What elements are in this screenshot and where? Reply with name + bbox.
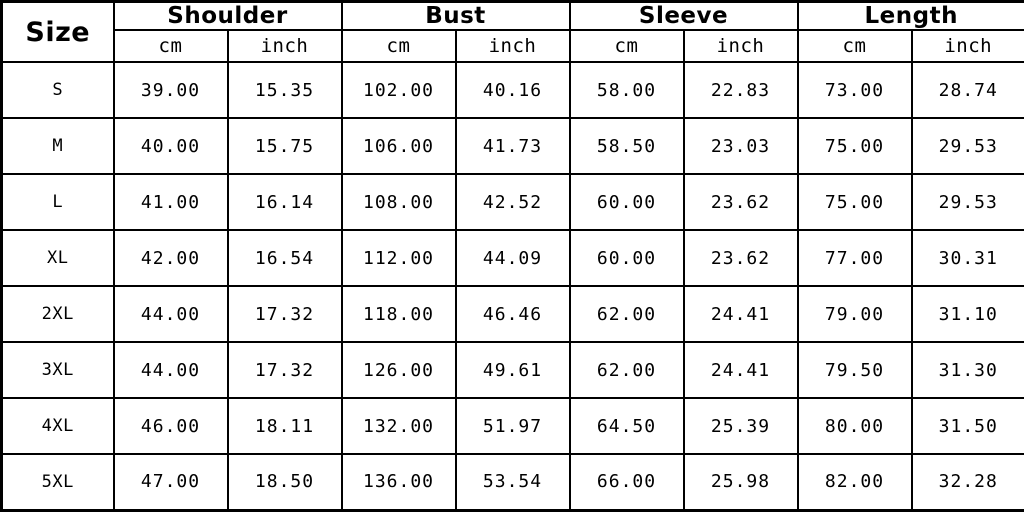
cell-sleeve-cm: 60.00 [570,230,684,286]
cell-bust-cm: 102.00 [342,62,456,118]
cell-sleeve-inch: 23.03 [684,118,798,174]
unit-header-length-inch: inch [912,30,1024,62]
table-row [2,230,1024,286]
unit-header-length-cm: cm [798,30,912,62]
cell-bust-cm: 136.00 [342,454,456,510]
cell-sleeve-cm: 66.00 [570,454,684,510]
cell-bust-cm: 108.00 [342,174,456,230]
cell-sleeve-inch: 25.98 [684,454,798,510]
cell-length-cm: 73.00 [798,62,912,118]
cell-bust-inch: 53.54 [456,454,570,510]
cell-size: XL [2,230,114,286]
cell-length-cm: 75.00 [798,118,912,174]
cell-shoulder-cm: 44.00 [114,286,228,342]
table-row [2,118,1024,174]
cell-bust-cm: 118.00 [342,286,456,342]
table-row [2,286,1024,342]
table-row [2,62,1024,118]
unit-header-bust-inch: inch [456,30,570,62]
cell-bust-inch: 44.09 [456,230,570,286]
cell-shoulder-inch: 18.50 [228,454,342,510]
cell-size: S [2,62,114,118]
unit-header-sleeve-inch: inch [684,30,798,62]
cell-bust-inch: 49.61 [456,342,570,398]
cell-length-inch: 31.10 [912,286,1024,342]
cell-sleeve-inch: 23.62 [684,230,798,286]
cell-length-inch: 32.28 [912,454,1024,510]
cell-bust-inch: 40.16 [456,62,570,118]
cell-size: 4XL [2,398,114,454]
cell-shoulder-cm: 39.00 [114,62,228,118]
cell-shoulder-inch: 18.11 [228,398,342,454]
cell-sleeve-cm: 58.00 [570,62,684,118]
cell-shoulder-cm: 42.00 [114,230,228,286]
table-row [2,454,1024,510]
cell-bust-inch: 41.73 [456,118,570,174]
cell-shoulder-cm: 47.00 [114,454,228,510]
cell-shoulder-inch: 16.14 [228,174,342,230]
cell-length-cm: 77.00 [798,230,912,286]
cell-shoulder-inch: 15.75 [228,118,342,174]
table-row [2,174,1024,230]
cell-shoulder-cm: 44.00 [114,342,228,398]
cell-length-cm: 80.00 [798,398,912,454]
cell-length-inch: 28.74 [912,62,1024,118]
cell-size: 2XL [2,286,114,342]
cell-size: L [2,174,114,230]
cell-sleeve-cm: 58.50 [570,118,684,174]
cell-bust-inch: 42.52 [456,174,570,230]
cell-sleeve-inch: 25.39 [684,398,798,454]
table-header [2,2,1024,63]
column-header-shoulder: Shoulder [114,2,342,31]
cell-length-cm: 79.00 [798,286,912,342]
cell-sleeve-cm: 62.00 [570,342,684,398]
cell-length-inch: 29.53 [912,174,1024,230]
cell-length-cm: 79.50 [798,342,912,398]
cell-bust-inch: 46.46 [456,286,570,342]
cell-length-inch: 31.50 [912,398,1024,454]
cell-shoulder-inch: 15.35 [228,62,342,118]
group-header-row [2,2,1024,31]
cell-length-cm: 75.00 [798,174,912,230]
table-row [2,342,1024,398]
column-header-size: Size [2,2,114,63]
cell-sleeve-inch: 22.83 [684,62,798,118]
unit-header-row [2,30,1024,62]
cell-length-inch: 31.30 [912,342,1024,398]
cell-shoulder-cm: 41.00 [114,174,228,230]
cell-size: 3XL [2,342,114,398]
column-header-bust: Bust [342,2,570,31]
unit-header-bust-cm: cm [342,30,456,62]
table-row [2,398,1024,454]
cell-bust-cm: 126.00 [342,342,456,398]
cell-sleeve-cm: 64.50 [570,398,684,454]
cell-length-inch: 30.31 [912,230,1024,286]
cell-bust-cm: 112.00 [342,230,456,286]
cell-sleeve-inch: 24.41 [684,342,798,398]
cell-sleeve-inch: 24.41 [684,286,798,342]
cell-length-cm: 82.00 [798,454,912,510]
table-body [2,62,1024,510]
column-header-sleeve: Sleeve [570,2,798,31]
unit-header-shoulder-inch: inch [228,30,342,62]
column-header-length: Length [798,2,1024,31]
cell-length-inch: 29.53 [912,118,1024,174]
cell-shoulder-cm: 40.00 [114,118,228,174]
cell-bust-cm: 106.00 [342,118,456,174]
cell-sleeve-cm: 60.00 [570,174,684,230]
cell-bust-inch: 51.97 [456,398,570,454]
cell-shoulder-cm: 46.00 [114,398,228,454]
cell-shoulder-inch: 17.32 [228,286,342,342]
cell-sleeve-inch: 23.62 [684,174,798,230]
cell-shoulder-inch: 16.54 [228,230,342,286]
cell-size: M [2,118,114,174]
cell-bust-cm: 132.00 [342,398,456,454]
cell-shoulder-inch: 17.32 [228,342,342,398]
unit-header-shoulder-cm: cm [114,30,228,62]
unit-header-sleeve-cm: cm [570,30,684,62]
cell-size: 5XL [2,454,114,510]
cell-sleeve-cm: 62.00 [570,286,684,342]
